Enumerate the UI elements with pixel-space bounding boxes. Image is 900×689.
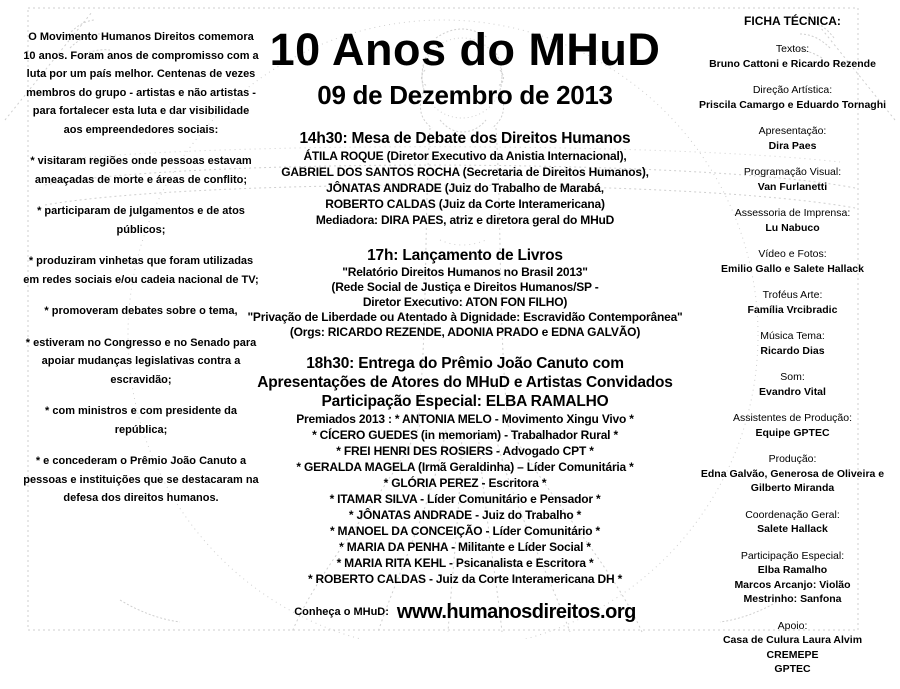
- credit-name-line: Equipe GPTEC: [755, 426, 830, 439]
- credit-names: [690, 385, 895, 400]
- credit-role: Coordenação Geral:: [745, 508, 840, 521]
- award-line: * ROBERTO CALDAS - Juiz da Corte Interamericana DH *: [307, 572, 623, 586]
- credit-name-line: Elba Ramalho: [757, 564, 828, 576]
- credit-block: [690, 329, 895, 358]
- credit-name-line: Ricardo Dias: [760, 344, 825, 357]
- credit-names: [690, 426, 895, 441]
- session-lines: [232, 148, 698, 228]
- activity-item: * visitaram regiões onde pessoas estavam ameaçadas de morte e áreas de conflito;: [30, 155, 252, 186]
- credit-names: [690, 262, 895, 277]
- credit-names: [690, 180, 895, 195]
- session-line: "Privação de Liberdade ou Atentado à Dignidade: Escravidão Contemporânea": [247, 310, 683, 324]
- credit-role: Vídeo e Fotos:: [758, 248, 827, 260]
- credit-block: [690, 452, 895, 496]
- award-line: * FREI HENRI DES ROSIERS - Advogado CPT *: [336, 444, 594, 458]
- left-column-activities: [22, 28, 260, 521]
- credit-role: Textos:: [775, 43, 810, 55]
- credit-name-line: Bruno Cattoni e Ricardo Rezende: [709, 57, 876, 70]
- credit-role: Som:: [780, 371, 805, 383]
- activities-list: [22, 152, 260, 508]
- credit-role: Participação Especial:: [740, 549, 845, 562]
- credit-block: [690, 370, 895, 399]
- award-line: * MARIA DA PENHA - Militante e Líder Social *: [339, 540, 591, 554]
- credit-name-line: CREMEPE: [766, 648, 819, 661]
- session-headers: [232, 354, 698, 411]
- credit-name-line: Lu Nabuco: [765, 221, 820, 234]
- credit-name-line: Marcos Arcanjo: Violão: [734, 578, 851, 591]
- session-line: GABRIEL DOS SANTOS ROCHA (Secretaria de Direitos Humanos),: [281, 165, 649, 179]
- credit-block: [690, 42, 895, 71]
- credit-names: [690, 633, 895, 677]
- credit-name-line: Dira Paes: [768, 139, 817, 152]
- website-label: Conheça o MHuD:: [294, 606, 389, 618]
- poster-title: 10 Anos do MHuD: [269, 24, 661, 75]
- credit-role: Apresentação:: [758, 125, 827, 137]
- session-line: "Relatório Direitos Humanos no Brasil 2013": [342, 265, 588, 279]
- award-line: * GERALDA MAGELA (Irmã Geraldinha) – Líder Comunitária *: [296, 460, 634, 474]
- activity-item: * produziram vinhetas que foram utilizadas em redes sociais e/ou cadeia nacional de TV;: [23, 255, 259, 286]
- session-18h30: [232, 354, 698, 587]
- award-line: * JÔNATAS ANDRADE - Juiz do Trabalho *: [348, 508, 582, 522]
- credit-name-line: Salete Hallack: [757, 523, 828, 535]
- credit-block: [690, 206, 895, 235]
- award-line: Premiados 2013 : * ANTONIA MELO - Movimento Xingu Vivo *: [296, 412, 634, 426]
- credit-role: Assistentes de Produção:: [732, 412, 853, 424]
- session-line: (Orgs: RICARDO REZENDE, ADONIA PRADO e EDNA GALVÃO): [289, 325, 641, 339]
- credit-block: [690, 165, 895, 194]
- session-line: ROBERTO CALDAS (Juiz da Corte Interamericana): [325, 197, 605, 211]
- award-line: * ITAMAR SILVA - Líder Comunitário e Pensador *: [329, 492, 601, 506]
- credit-name-line: Edna Galvão, Generosa de Oliveira e: [700, 467, 885, 480]
- credit-name-line: Van Furlanetti: [757, 180, 828, 193]
- credit-block: [690, 549, 895, 607]
- session-line: Mediadora: DIRA PAES, atriz e diretora geral do MHuD: [315, 213, 615, 227]
- session-14h30: [232, 129, 698, 228]
- credit-names: [690, 344, 895, 359]
- credit-name-line: GPTEC: [774, 663, 811, 675]
- website-line: [232, 601, 698, 624]
- website-url[interactable]: www.humanosdireitos.org: [396, 601, 636, 623]
- credit-role: Produção:: [768, 453, 817, 465]
- event-date: 09 de Dezembro de 2013: [317, 80, 613, 110]
- activity-item: * participaram de julgamentos e de atos públicos;: [37, 205, 245, 236]
- session-17h: [232, 246, 698, 340]
- session-line: ÁTILA ROQUE (Diretor Executivo da Anistia Internacional),: [303, 149, 627, 163]
- session-header: 14h30: Mesa de Debate dos Direitos Humanos: [299, 130, 631, 147]
- credit-block: [690, 247, 895, 276]
- center-column-program: [232, 24, 698, 624]
- credit-name-line: Evandro Vital: [759, 385, 826, 398]
- credit-name-line: Mestrinho: Sanfona: [743, 593, 842, 605]
- credit-block: [690, 619, 895, 677]
- award-line: * MANOEL DA CONCEIÇÃO - Líder Comunitário *: [329, 524, 601, 538]
- credit-name-line: Priscila Camargo e Eduardo Tornaghi: [698, 98, 887, 111]
- award-lines: [232, 411, 698, 587]
- credit-role: Troféus Arte:: [762, 289, 823, 301]
- credit-block: [690, 288, 895, 317]
- credit-role: Assessoria de Imprensa:: [734, 207, 851, 219]
- award-line: * GLÓRIA PEREZ - Escritora *: [383, 476, 547, 490]
- credit-role: Direção Artística:: [752, 84, 833, 96]
- credit-block: [690, 411, 895, 440]
- session-line: (Rede Social de Justiça e Direitos Humanos/SP -: [331, 280, 599, 294]
- credit-name-line: Família Vrcibradic: [747, 303, 838, 316]
- session-line: Diretor Executivo: ATON FON FILHO): [362, 295, 568, 309]
- session-lines: [232, 265, 698, 340]
- session-header: 17h: Lançamento de Livros: [367, 247, 563, 264]
- activity-item: * com ministros e com presidente da república;: [45, 405, 237, 436]
- credit-names: [690, 221, 895, 236]
- credit-names: [690, 98, 895, 113]
- session-line: JÔNATAS ANDRADE (Juiz do Trabalho de Marabá,: [326, 181, 604, 195]
- credit-names: [690, 522, 895, 537]
- credit-name-line: Emilio Gallo e Salete Hallack: [721, 262, 864, 275]
- credit-block: [690, 83, 895, 112]
- credit-names: [690, 303, 895, 318]
- right-column-credits: [690, 14, 895, 689]
- activity-item: * estiveram no Congresso e no Senado para apoiar mudanças legislativas contra a escravidão;: [25, 336, 257, 386]
- credit-role: Apoio:: [777, 619, 808, 632]
- movement-intro: O Movimento Humanos Direitos comemora 10 anos. Foram anos de compromisso com a luta por um país melhor. Centenas de vezes membros do grupo - artistas e não artistas - para fortalecer esta luta e dar visibilidade aos empreendedores sociais:: [23, 31, 259, 136]
- credit-role: Programação Visual:: [743, 166, 842, 178]
- session-header: Participação Especial: ELBA RAMALHO: [321, 393, 609, 410]
- credit-role: Música Tema:: [760, 330, 825, 342]
- credits-list: [690, 42, 895, 677]
- session-header: Apresentações de Atores do MHuD e Artistas Convidados: [257, 374, 673, 391]
- credit-names: [690, 139, 895, 154]
- credit-names: [690, 563, 895, 607]
- award-line: * CÍCERO GUEDES (in memoriam) - Trabalhador Rural *: [312, 428, 618, 442]
- activity-item: * promoveram debates sobre o tema,: [44, 305, 238, 317]
- credit-block: [690, 508, 895, 537]
- credit-name-line: Gilberto Miranda: [750, 482, 835, 494]
- credit-block: [690, 124, 895, 153]
- credits-title: FICHA TÉCNICA:: [744, 14, 841, 28]
- award-line: * MARIA RITA KEHL - Psicanalista e Escritora *: [336, 556, 594, 570]
- credit-name-line: Casa de Culura Laura Alvim: [722, 634, 863, 646]
- session-header: 18h30: Entrega do Prêmio João Canuto com: [306, 355, 624, 372]
- credit-names: [690, 467, 895, 496]
- credit-names: [690, 57, 895, 72]
- activity-item: * e concederam o Prêmio João Canuto a pessoas e instituições que se destacaram na defesa dos direitos humanos.: [23, 455, 259, 504]
